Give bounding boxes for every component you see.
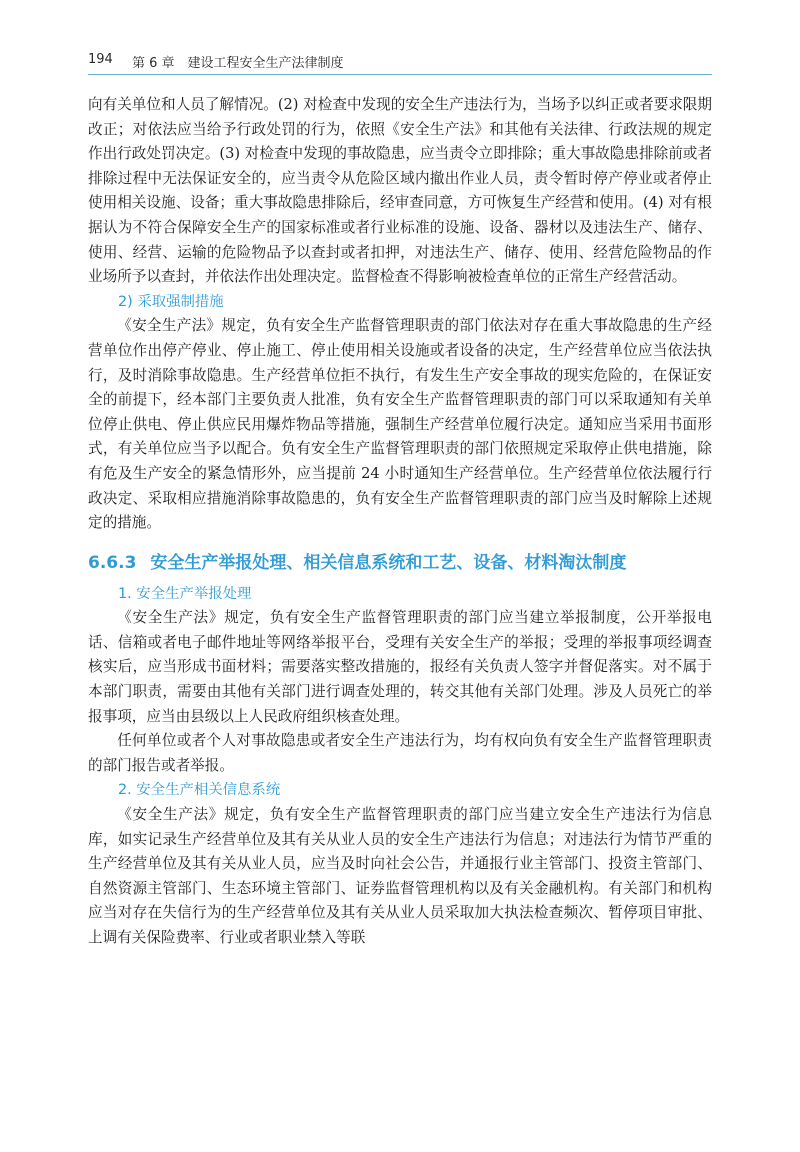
- subheading-coercive-measures: 2) 采取强制措施: [118, 293, 224, 310]
- section-number: 6.6.3: [88, 552, 137, 573]
- paragraph-report-system: 《安全生产法》规定，负有安全生产监督管理职责的部门应当建立举报制度，公开举报电话、信箱或者电子邮件地址等网络举报平台，受理有关安全生产的举报；受理的举报事项经调查核实后，应当形成书面材料；需要落实整改措施的，报经有关负责人签字并督促落实。对不属于本部门职责，需要由其他有关部门进行调查处理的，转交其他有关部门处理。涉及人员死亡的举报事项，应当由县级以上人民政府组织核查处理。: [88, 609, 712, 725]
- paragraph-coercive-measures: 《安全生产法》规定，负有安全生产监督管理职责的部门依法对存在重大事故隐患的生产经营单位作出停产停业、停止施工、停止使用相关设施或者设备的决定，生产经营单位应当依法执行，及时消除事故隐患。生产经营单位拒不执行，有发生生产安全事故的现实危险的，在保证安全的前提下，经本部门主要负责人批准，负有安全生产监督管理职责的部门可以采取通知有关单位停止供电、停止供应民用爆炸物品等措施，强制生产经营单位履行决定。通知应当采用书面形式，有关单位应当予以配合。负有安全生产监督管理职责的部门依照规定采取停止供电措施，除有危及生产安全的紧急情形外，应当提前 24 小时通知生产经营单位。生产经营单位依法履行行政决定、采取相应措施消除事故隐患的，负有安全生产监督管理职责的部门应当及时解除上述规定的措施。: [88, 317, 712, 532]
- subheading-info-system: 2. 安全生产相关信息系统: [118, 782, 281, 799]
- subheading-report-handling: 1. 安全生产举报处理: [118, 585, 252, 602]
- paragraph-inspection-powers: 向有关单位和人员了解情况。(2) 对检查中发现的安全生产违法行为，当场予以纠正或者要求限期改正；对依法应当给予行政处罚的行为，依照《安全生产法》和其他有关法律、行政法规的规定作出行政处罚决定。(3) 对检查中发现的事故隐患，应当责令立即排除；重大事故隐患排除前或者排除过程中无法保证安全的，应当责令从危险区域内撤出作业人员，责令暂时停产停业或者停止使用相关设施、设备；重大事故隐患排除后，经审查同意，方可恢复生产经营和使用。(4) 对有根据认为不符合保障安全生产的国家标准或者行业标准的设施、设备、器材以及违法生产、储存、使用、经营、运输的危险物品予以查封或者扣押，对违法生产、储存、使用、经营危险物品的作业场所予以查封，并依法作出处理决定。监督检查不得影响被检查单位的正常生产经营活动。: [88, 96, 712, 286]
- running-chapter-title: 第 6 章 建设工程安全生产法律制度: [132, 56, 344, 71]
- paragraph-right-to-report: 任何单位或者个人对事故隐患或者安全生产违法行为，均有权向负有安全生产监督管理职责的部门报告或者举报。: [88, 732, 712, 774]
- page-number: 194: [88, 52, 113, 67]
- page-header: [88, 48, 712, 75]
- section-title: 安全生产举报处理、相关信息系统和工艺、设备、材料淘汰制度: [150, 552, 627, 573]
- page-body: [88, 93, 712, 951]
- section-heading-6-6-3: [88, 550, 712, 576]
- paragraph-info-system: 《安全生产法》规定，负有安全生产监督管理职责的部门应当建立安全生产违法行为信息库，如实记录生产经营单位及其有关从业人员的安全生产违法行为信息；对违法行为情节严重的生产经营单位及其有关从业人员，应当及时向社会公告，并通报行业主管部门、投资主管部门、自然资源主管部门、生态环境主管部门、证券监督管理机构以及有关金融机构。有关部门和机构应当对存在失信行为的生产经营单位及其有关从业人员采取加大执法检查频次、暂停项目审批、上调有关保险费率、行业或者职业禁入等联: [88, 806, 712, 946]
